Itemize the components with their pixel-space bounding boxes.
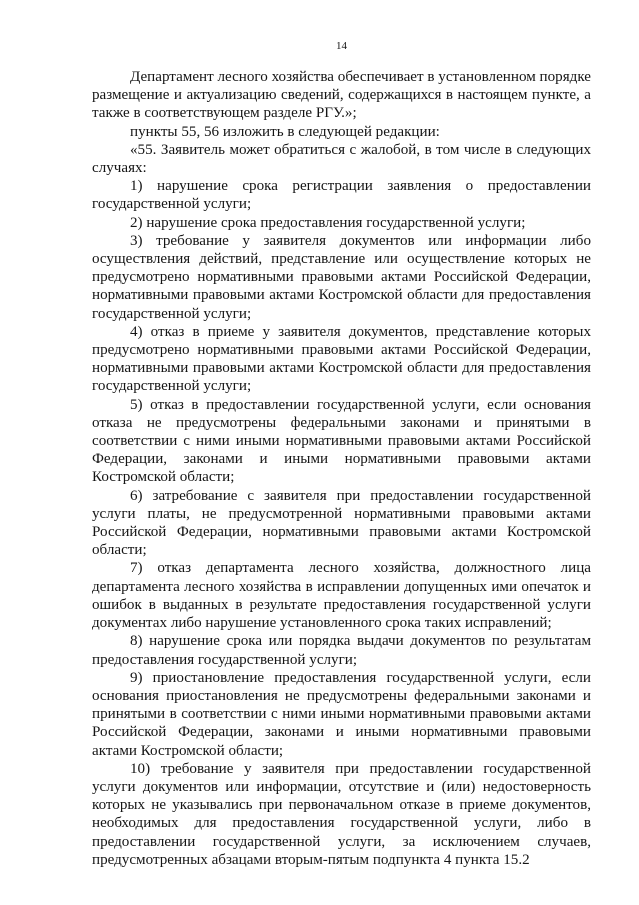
paragraph-department-info: Департамент лесного хозяйства обеспечивает в установленном порядке размещение и актуализацию сведений, содержащихся в настоящем пункте, а также в соответствующем разделе РГУ.»; <box>92 69 591 122</box>
paragraph-amendment-intro: пункты 55, 56 изложить в следующей редакции: <box>130 123 440 140</box>
paragraph-item-55: «55. Заявитель может обратиться с жалобой, в том числе в следующих случаях: <box>92 141 591 177</box>
paragraph-case-3: 3) требование у заявителя документов или информации либо осуществления действий, представление или осуществление которых не предусмотрено нормативными правовыми актами Российской Федерации, нормативными правовыми актами Костромской области для предоставления государственной услуги; <box>92 232 591 322</box>
paragraph-case-2: 2) нарушение срока предоставления государственной услуги; <box>130 214 526 231</box>
paragraph-case-1: 1) нарушение срока регистрации заявления о предоставлении государственной услуги; <box>92 178 591 213</box>
page-number: 14 <box>336 40 347 52</box>
paragraph-case-7: 7) отказ департамента лесного хозяйства, должностного лица департамента лесного хозяйства в исправлении допущенных ими опечаток и ошибок в выданных в результате предоставления государственной услуги документах либо нарушение установленного срока таких исправлений; <box>92 560 591 632</box>
paragraph-case-4: 4) отказ в приеме у заявителя документов, представление которых предусмотрено нормативными правовыми актами Российской Федерации, нормативными правовыми актами Костромской области для предоставления государственной услуги; <box>92 323 591 395</box>
paragraph-case-10: 10) требование у заявителя при предоставлении государственной услуги документов или информации, отсутствие и (или) недостоверность которых не указывались при первоначальном отказе в приеме документов, необходимых для предоставления государственной услуги, либо в предоставлении государственной услуги, за исключением случаев, предусмотренных абзацами вторым-пятым подпункта 4 пункта 15.2 <box>92 760 591 868</box>
paragraph-case-5: 5) отказ в предоставлении государственной услуги, если основания отказа не предусмотрены федеральными законами и принятыми в соответствии с ними иными нормативными правовыми актами Российской Федерации, законами и иными нормативными правовыми актами Костромской области; <box>92 396 591 486</box>
paragraph-case-6: 6) затребование с заявителя при предоставлении государственной услуги платы, не предусмотренной нормативными правовыми актами Российской Федерации, нормативными правовыми актами Костромской области; <box>92 487 591 559</box>
paragraph-case-8: 8) нарушение срока или порядка выдачи документов по результатам предоставления государственной услуги; <box>92 633 591 668</box>
paragraph-case-9: 9) приостановление предоставления государственной услуги, если основания приостановления не предусмотрены федеральными законами и принятыми в соответствии с ними иными нормативными правовыми актами Российской Федерации, законами и иными нормативными правовыми актами Костромской области; <box>92 669 591 759</box>
